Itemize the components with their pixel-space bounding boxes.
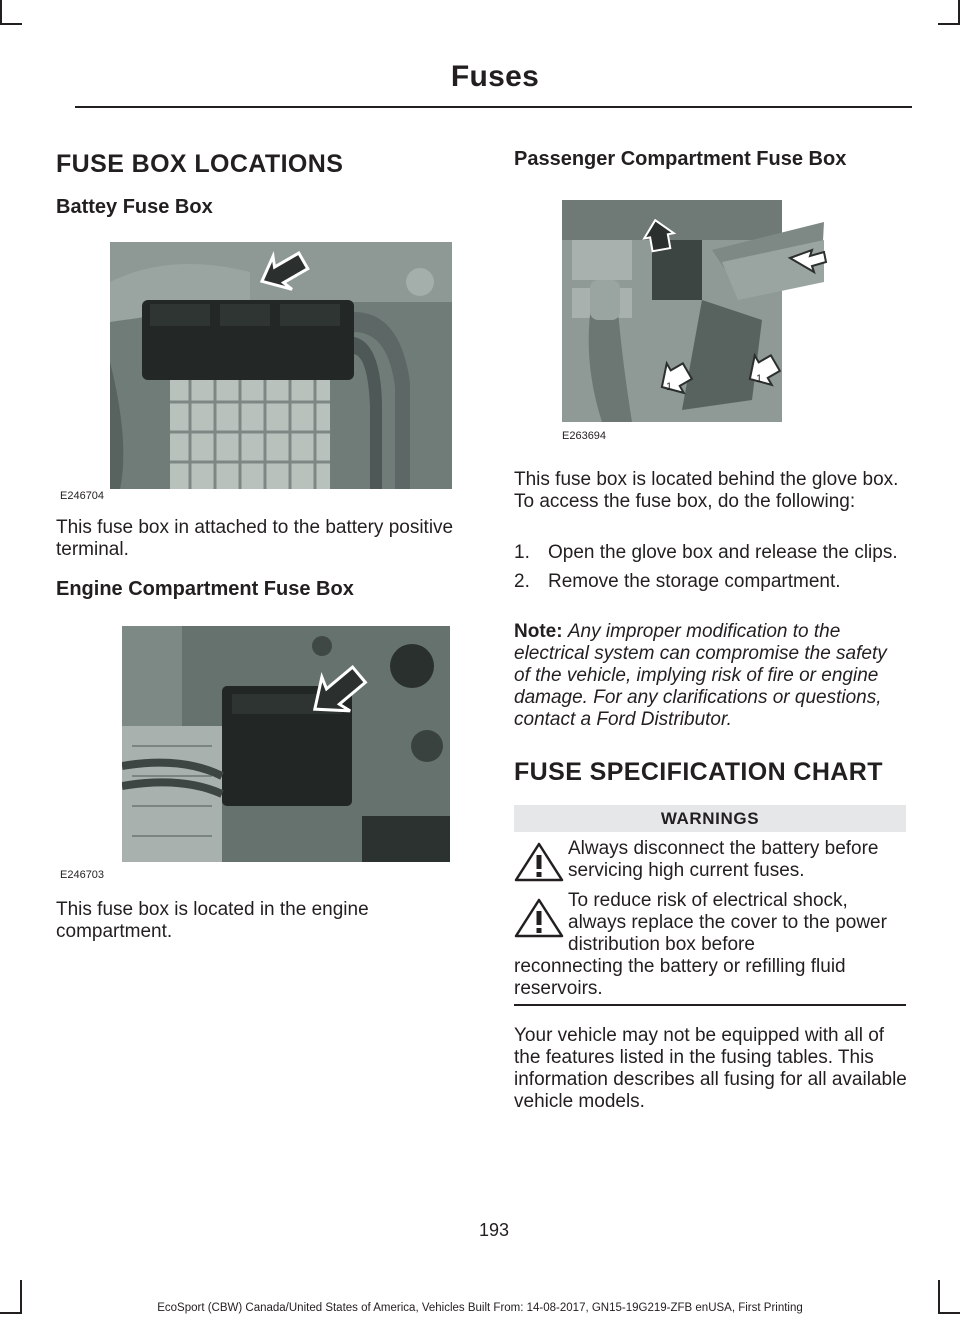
warnings-divider xyxy=(514,1004,906,1006)
warning-text-shock: To reduce risk of electrical shock, always replace the cover to the power distribution box before xyxy=(568,890,887,955)
crop-mark xyxy=(0,0,2,25)
engine-fuse-box-figure xyxy=(56,624,456,884)
fuse-box-locations-heading: FUSE BOX LOCATIONS xyxy=(56,150,344,178)
engine-figure-code: E246703 xyxy=(60,869,105,881)
passenger-fuse-box-title: Passenger Compartment Fuse Box xyxy=(514,148,847,170)
access-steps-list xyxy=(514,542,906,593)
battery-fuse-box-description: This fuse box in attached to the battery positive terminal. xyxy=(56,517,454,560)
warning-triangle-icon xyxy=(514,898,564,938)
step-text: Open the glove box and release the clips. xyxy=(548,542,898,563)
engine-fuse-box-photo xyxy=(122,626,450,862)
engine-fuse-box-title: Engine Compartment Fuse Box xyxy=(56,578,354,600)
warnings-heading: WARNINGS xyxy=(514,805,906,832)
list-item xyxy=(514,571,906,593)
passenger-fuse-box-figure xyxy=(514,198,906,448)
engine-fuse-box-illustration xyxy=(122,626,450,862)
battery-figure-code: E246704 xyxy=(60,490,105,502)
page-footer: EcoSport (CBW) Canada/United States of America, Vehicles Built From: 14-08-2017, GN15-19G219-ZFB enUSA, First Printing xyxy=(157,1302,803,1314)
warning-triangle-icon xyxy=(514,842,564,882)
callout-label: 1 xyxy=(666,381,673,393)
step-number: 1. xyxy=(514,542,530,563)
step-number: 2. xyxy=(514,571,530,592)
battery-fuse-box-illustration xyxy=(110,242,452,489)
note-label: Note: xyxy=(514,621,563,642)
crop-mark xyxy=(938,23,960,25)
battery-fuse-box-figure xyxy=(56,240,456,506)
step-text: Remove the storage compartment. xyxy=(548,571,841,592)
fuse-specification-chart-heading: FUSE SPECIFICATION CHART xyxy=(514,758,883,786)
page-header-title: Fuses xyxy=(450,60,540,93)
fusing-tables-description: Your vehicle may not be equipped with all of the features listed in the fusing tables. This information describes all fusing for all available vehicle models. xyxy=(514,1025,907,1112)
list-item xyxy=(514,542,906,564)
passenger-fuse-box-illustration xyxy=(562,200,840,422)
header-divider xyxy=(75,106,912,108)
warning-text-shock-continued: reconnecting the battery or refilling fluid reservoirs. xyxy=(514,956,846,999)
battery-fuse-box-photo xyxy=(110,242,452,489)
passenger-fuse-box-intro: This fuse box is located behind the glove box. To access the fuse box, do the following: xyxy=(514,469,899,512)
passenger-fuse-box-photo xyxy=(562,200,840,422)
warning-text-battery: Always disconnect the battery before servicing high current fuses. xyxy=(568,838,879,881)
note-text: Any improper modification to the electrical system can compromise the safety of the vehicle, implying risk of fire or engine damage. For any clarifications or questions, contact a Ford Distributor. xyxy=(514,621,887,730)
engine-fuse-box-description: This fuse box is located in the engine compartment. xyxy=(56,899,369,942)
modification-note xyxy=(514,621,906,731)
page-number: 193 xyxy=(478,1220,510,1240)
battery-fuse-box-title: Battey Fuse Box xyxy=(56,196,213,218)
passenger-figure-code: E263694 xyxy=(562,430,607,442)
crop-mark xyxy=(0,23,22,25)
callout-label: 1 xyxy=(756,373,763,385)
